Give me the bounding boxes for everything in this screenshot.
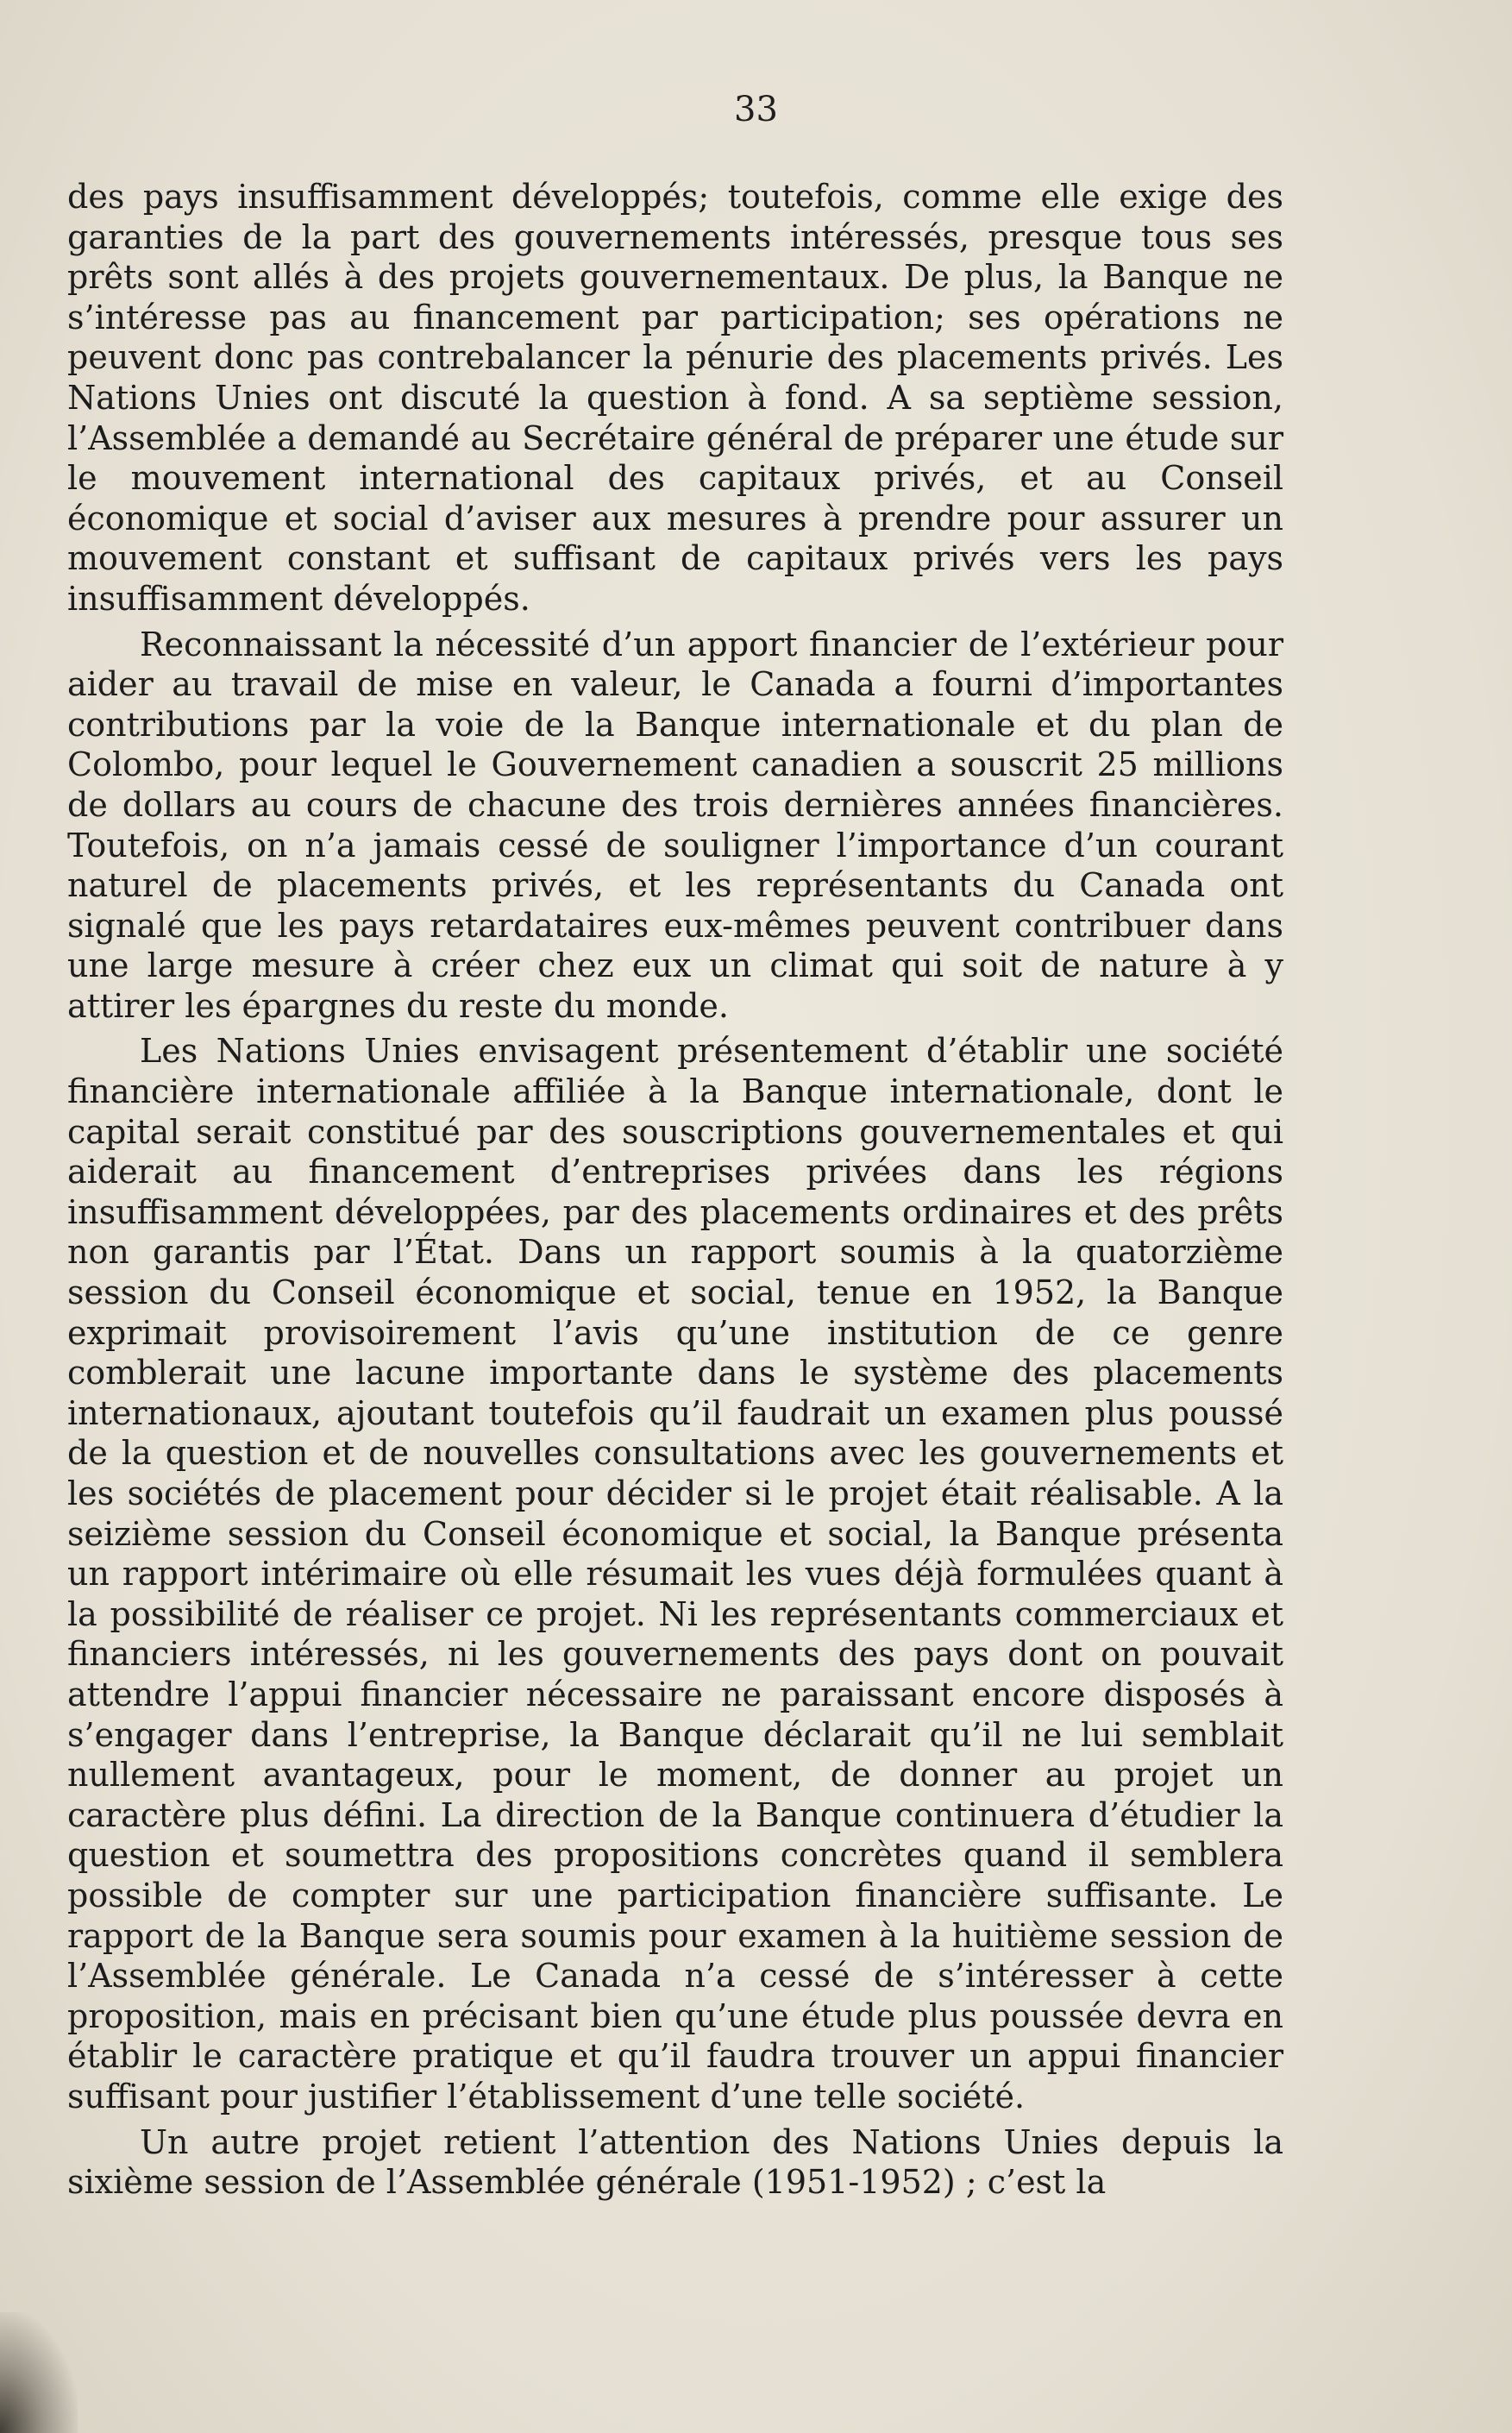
body-text [67, 177, 1283, 2208]
paragraph-1: des pays insuffisamment développés; toutefois, comme elle exige des garanties de la part des gouvernements intéressés, presque tous ses prêts sont allés à des projets gouvernementaux. De plus, la Banque ne s’intéresse pas au financement par participation; ses opérations ne peuvent donc pas contrebalancer la pénurie des placements privés. Les Nations Unies ont discuté la question à fond. A sa septième session, l’Assemblée a demandé au Secrétaire général de préparer une étude sur le mouvement international des capitaux privés, et au Conseil économique et social d’aviser aux mesures à prendre pour assurer un mouvement constant et suffisant de capitaux privés vers les pays insuffisamment développés. [67, 178, 1283, 618]
page-number: 33 [734, 90, 778, 129]
paragraph-4: Un autre projet retient l’attention des Nations Unies depuis la sixième session de l’Assemblée générale (1951-1952) ; c’est la [67, 2122, 1283, 2202]
scan-corner-shadow [0, 2312, 78, 2433]
paragraph-2: Reconnaissant la nécessité d’un apport financier de l’extérieur pour aider au travail de mise en valeur, le Canada a fourni d’importantes contributions par la voie de la Banque internationale et du plan de Colombo, pour lequel le Gouvernement canadien a souscrit 25 millions de dollars au cours de chacune des trois dernières années financières. Toutefois, on n’a jamais cessé de souligner l’importance d’un courant naturel de placements privés, et les représentants du Canada ont signalé que les pays retardataires eux-mêmes peuvent contribuer dans une large mesure à créer chez eux un climat qui soit de nature à y attirer les épargnes du reste du monde. [67, 625, 1283, 1025]
paragraph-3: Les Nations Unies envisagent présentement d’établir une société financière internationale affiliée à la Banque internationale, dont le capital serait constitué par des souscriptions gouvernementales et qui aiderait au financement d’entreprises privées dans les régions insuffisamment développées, par des placements ordinaires et des prêts non garantis par l’État. Dans un rapport soumis à la quatorzième session du Conseil économique et social, tenue en 1952, la Banque exprimait provisoirement l’avis qu’une institution de ce genre comblerait une lacune importante dans le système des placements internationaux, ajoutant toutefois qu’il faudrait un examen plus poussé de la question et de nouvelles consultations avec les gouvernements et les sociétés de placement pour décider si le projet était réalisable. A la seizième session du Conseil économique et social, la Banque présenta un rapport intérimaire où elle résumait les vues déjà formulées quant à la possibilité de réaliser ce projet. Ni les représentants commerciaux et financiers intéressés, ni les gouvernements des pays dont on pouvait attendre l’appui financier nécessaire ne paraissant encore disposés à s’engager dans l’entreprise, la Banque déclarait qu’il ne lui semblait nullement avantageux, pour le moment, de donner au projet un caractère plus défini. La direction de la Banque continuera d’étudier la question et soumettra des propositions concrètes quand il semblera possible de compter sur une participation financière suffisante. Le rapport de la Banque sera soumis pour examen à la huitième session de l’Assemblée générale. Le Canada n’a cessé de s’intéresser à cette proposition, mais en précisant bien qu’une étude plus poussée devra en établir le caractère pratique et qu’il faudra trouver un appui financier suffisant pour justifier l’établissement d’une telle société. [67, 1032, 1283, 2116]
